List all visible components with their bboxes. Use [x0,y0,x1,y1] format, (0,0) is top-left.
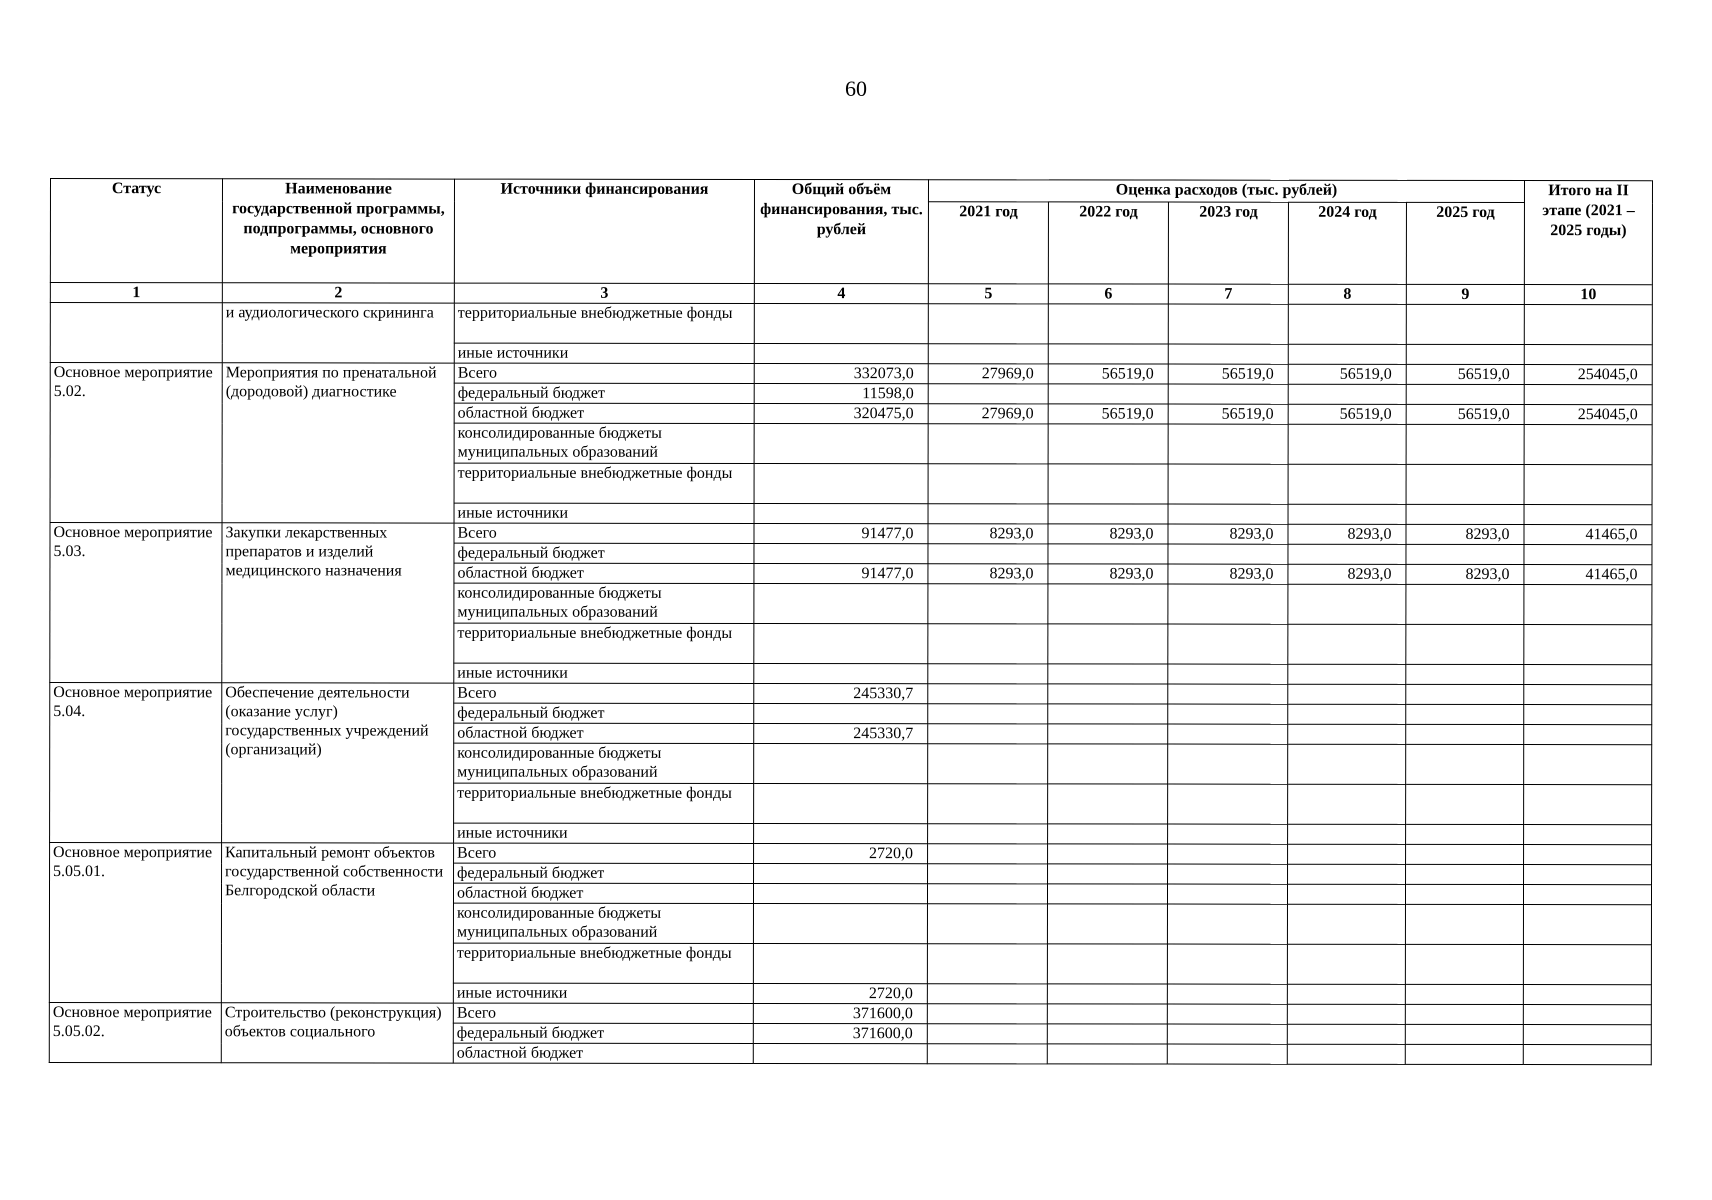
stage-total-cell [1523,1025,1651,1045]
year-amount-cell [1048,864,1168,884]
year-amount-cell [1405,944,1523,984]
year-amount-cell [1405,904,1523,944]
table-row [50,363,1652,385]
funding-source-cell: иные источники [454,663,754,683]
header-sources: Источники финансирования [454,179,754,283]
year-amount-cell: 27969,0 [928,404,1048,424]
funding-source-cell: областной бюджет [454,723,754,743]
table-row [50,683,1652,705]
year-amount-cell [1405,984,1523,1004]
total-amount-cell [754,863,928,883]
year-amount-cell [1168,464,1288,504]
year-amount-cell: 8293,0 [1288,524,1406,544]
stage-total-cell [1523,1005,1651,1025]
year-amount-cell [1406,684,1524,704]
year-amount-cell [927,1004,1047,1024]
funding-source-cell: иные источники [454,823,754,843]
stage-total-cell [1524,345,1652,365]
year-amount-cell [1048,344,1168,364]
total-amount-cell: 91477,0 [754,563,928,583]
funding-source-cell: консолидированные бюджеты муниципальных образований [453,903,753,943]
total-amount-cell: 245330,7 [754,723,928,743]
status-cell: Основное мероприятие 5.03. [50,523,222,683]
year-amount-cell [1288,544,1406,564]
funding-source-cell: территориальные внебюджетные фонды [454,463,754,503]
year-amount-cell [928,704,1048,724]
funding-source-cell: областной бюджет [453,883,753,903]
year-amount-cell [1288,664,1406,684]
funding-source-cell: консолидированные бюджеты муниципальных образований [454,743,754,783]
year-amount-cell [1288,424,1406,464]
year-amount-cell [1406,344,1524,364]
year-amount-cell [1048,684,1168,704]
year-amount-cell [1168,664,1288,684]
year-amount-cell [1047,1044,1167,1064]
total-amount-cell: 2720,0 [753,983,927,1003]
financing-table [49,178,1653,1065]
year-amount-cell [1048,304,1168,344]
header-name: Наименование государственной программы, подпрограммы, основного мероприятия [222,179,454,283]
year-amount-cell [1287,984,1405,1004]
header-total: Общий объём финансирования, тыс. рублей [754,179,928,283]
year-amount-cell [1287,1004,1405,1024]
year-amount-cell [1406,624,1524,664]
year-amount-cell [928,864,1048,884]
stage-total-cell [1524,685,1652,705]
year-amount-cell [928,844,1048,864]
year-amount-cell [1406,584,1524,624]
year-amount-cell [1288,744,1406,784]
year-amount-cell [928,504,1048,524]
total-amount-cell [754,423,928,463]
column-number: 5 [928,284,1048,304]
total-amount-cell [754,783,928,823]
total-amount-cell: 11598,0 [754,383,928,403]
year-amount-cell [1048,784,1168,824]
header-status: Статус [50,179,222,283]
stage-total-cell [1524,625,1652,665]
funding-source-cell: территориальные внебюджетные фонды [454,783,754,823]
year-amount-cell [1288,844,1406,864]
stage-total-cell [1524,865,1652,885]
year-amount-cell [1405,1004,1523,1024]
funding-source-cell: иные источники [454,503,754,523]
year-amount-cell [1406,544,1524,564]
total-amount-cell [753,883,927,903]
stage-total-cell [1524,505,1652,525]
year-amount-cell [1048,664,1168,684]
year-amount-cell [1287,1024,1405,1044]
year-amount-cell [1406,304,1524,344]
year-amount-cell [1167,1004,1287,1024]
year-amount-cell [1168,784,1288,824]
header-year-2021: 2021 год [928,202,1048,284]
total-amount-cell: 371600,0 [753,1003,927,1023]
year-amount-cell [1288,584,1406,624]
stage-total-cell [1524,885,1652,905]
column-number: 10 [1524,285,1652,305]
year-amount-cell: 56519,0 [1168,404,1288,424]
year-amount-cell [1047,944,1167,984]
stage-total-cell: 254045,0 [1524,365,1652,385]
total-amount-cell [754,543,928,563]
year-amount-cell [1288,784,1406,824]
stage-total-cell [1524,585,1652,625]
column-number: 9 [1406,284,1524,304]
funding-source-cell: территориальные внебюджетные фонды [454,623,754,663]
year-amount-cell [1406,424,1524,464]
total-amount-cell [754,823,928,843]
year-amount-cell: 56519,0 [1288,364,1406,384]
year-amount-cell [1406,824,1524,844]
column-number: 1 [50,283,222,303]
year-amount-cell [1168,824,1288,844]
stage-total-cell [1523,945,1651,985]
stage-total-cell [1524,725,1652,745]
total-amount-cell [754,663,928,683]
measure-name-cell: Строительство (реконструкция) объектов социального [221,1003,453,1063]
funding-source-cell: Всего [453,1003,753,1023]
funding-source-cell: федеральный бюджет [454,703,754,723]
year-amount-cell [1288,624,1406,664]
year-amount-cell [1406,504,1524,524]
year-amount-cell [1288,304,1406,344]
stage-total-cell [1524,665,1652,685]
year-amount-cell: 8293,0 [1168,564,1288,584]
year-amount-cell [1168,584,1288,624]
funding-source-cell: Всего [454,363,754,383]
total-amount-cell [754,503,928,523]
year-amount-cell [1406,844,1524,864]
year-amount-cell [1047,1004,1167,1024]
year-amount-cell [1406,864,1524,884]
stage-total-cell [1523,985,1651,1005]
year-amount-cell: 56519,0 [1406,404,1524,424]
year-amount-cell [928,464,1048,504]
year-amount-cell [1168,424,1288,464]
year-amount-cell [927,884,1047,904]
year-amount-cell [927,1024,1047,1044]
measure-name-cell: Обеспечение деятельности (оказание услуг) государственных учреждений (организаций) [222,683,454,843]
funding-source-cell: Всего [454,523,754,543]
funding-source-cell: территориальные внебюджетные фонды [453,943,753,983]
funding-source-cell: территориальные внебюджетные фонды [454,303,754,343]
funding-source-cell: консолидированные бюджеты муниципальных образований [454,423,754,463]
year-amount-cell [1168,864,1288,884]
year-amount-cell [928,304,1048,344]
year-amount-cell [927,984,1047,1004]
year-amount-cell [1406,464,1524,504]
total-amount-cell [754,583,928,623]
total-amount-cell [754,343,928,363]
year-amount-cell [1406,744,1524,784]
column-number-row [50,283,1652,305]
measure-name-cell: Закупки лекарственных препаратов и изделий медицинского назначения [222,523,454,683]
year-amount-cell [927,1044,1047,1064]
header-year-2023: 2023 год [1168,202,1288,284]
year-amount-cell [1047,1024,1167,1044]
year-amount-cell [1048,464,1168,504]
year-amount-cell [1288,824,1406,844]
stage-total-cell [1523,905,1651,945]
header-year-2024: 2024 год [1288,202,1406,284]
stage-total-cell [1524,845,1652,865]
year-amount-cell [928,384,1048,404]
year-amount-cell [1288,704,1406,724]
year-amount-cell [1167,984,1287,1004]
year-amount-cell [928,344,1048,364]
year-amount-cell [927,944,1047,984]
column-number: 6 [1048,284,1168,304]
year-amount-cell [1167,944,1287,984]
year-amount-cell [1405,1024,1523,1044]
year-amount-cell [1048,544,1168,564]
funding-source-cell: федеральный бюджет [454,543,754,563]
year-amount-cell [1047,904,1167,944]
year-amount-cell [1406,384,1524,404]
year-amount-cell [1405,884,1523,904]
funding-source-cell: иные источники [454,343,754,363]
total-amount-cell [753,943,927,983]
total-amount-cell [754,703,928,723]
table-row [50,523,1652,545]
year-amount-cell [1168,544,1288,564]
measure-name-cell: Мероприятия по пренатальной (дородовой) диагностике [222,363,454,523]
year-amount-cell [928,584,1048,624]
column-number: 7 [1168,284,1288,304]
year-amount-cell [1168,304,1288,344]
year-amount-cell [1168,624,1288,664]
year-amount-cell [1167,884,1287,904]
year-amount-cell [1047,884,1167,904]
status-cell: Основное мероприятие 5.04. [50,683,222,843]
measure-name-cell: и аудиологического скрининга [222,303,454,363]
column-number: 2 [222,283,454,303]
year-amount-cell [928,684,1048,704]
year-amount-cell [1047,984,1167,1004]
year-amount-cell [1287,1044,1405,1064]
total-amount-cell [754,303,928,343]
year-amount-cell [928,744,1048,784]
year-amount-cell [928,824,1048,844]
year-amount-cell [928,724,1048,744]
year-amount-cell [1288,724,1406,744]
total-amount-cell: 320475,0 [754,403,928,423]
year-amount-cell [1288,344,1406,364]
year-amount-cell [1167,1024,1287,1044]
column-number: 8 [1288,284,1406,304]
status-cell: Основное мероприятие 5.05.02. [49,1002,221,1062]
total-amount-cell [754,463,928,503]
total-amount-cell: 91477,0 [754,523,928,543]
table-row [49,1002,1651,1024]
year-amount-cell [1048,844,1168,864]
year-amount-cell [1168,724,1288,744]
year-amount-cell [928,544,1048,564]
total-amount-cell [754,743,928,783]
stage-total-cell [1524,425,1652,465]
year-amount-cell [1288,864,1406,884]
stage-total-cell [1524,545,1652,565]
year-amount-cell: 56519,0 [1048,404,1168,424]
year-amount-cell [1048,624,1168,664]
year-amount-cell: 8293,0 [1168,524,1288,544]
year-amount-cell [1288,504,1406,524]
funding-source-cell: иные источники [453,983,753,1003]
year-amount-cell [1048,584,1168,624]
stage-total-cell [1523,1045,1651,1065]
year-amount-cell [1048,724,1168,744]
funding-source-cell: областной бюджет [454,403,754,423]
year-amount-cell [1405,1044,1523,1064]
stage-total-cell [1524,385,1652,405]
year-amount-cell: 8293,0 [928,524,1048,544]
funding-source-cell: Всего [454,683,754,703]
year-amount-cell: 56519,0 [1048,364,1168,384]
year-amount-cell: 8293,0 [928,564,1048,584]
header-year-2022: 2022 год [1048,202,1168,284]
year-amount-cell [1048,704,1168,724]
year-amount-cell [1048,504,1168,524]
stage-total-cell [1524,745,1652,785]
year-amount-cell [927,904,1047,944]
header-estimate: Оценка расходов (тыс. рублей) [928,180,1524,203]
year-amount-cell: 8293,0 [1288,564,1406,584]
column-number: 4 [754,283,928,303]
year-amount-cell [1168,684,1288,704]
stage-total-cell [1524,465,1652,505]
status-cell: Основное мероприятие 5.05.01. [49,843,221,1003]
year-amount-cell [1406,724,1524,744]
stage-total-cell: 41465,0 [1524,565,1652,585]
year-amount-cell [1287,944,1405,984]
funding-source-cell: федеральный бюджет [454,863,754,883]
year-amount-cell [1287,904,1405,944]
year-amount-cell [1288,464,1406,504]
total-amount-cell [753,903,927,943]
total-amount-cell: 245330,7 [754,683,928,703]
total-amount-cell [754,623,928,663]
table-row [50,303,1652,345]
table-body [49,303,1652,1065]
year-amount-cell [1048,424,1168,464]
stage-total-cell [1524,705,1652,725]
year-amount-cell [928,624,1048,664]
stage-total-cell [1524,825,1652,845]
header-year-2025: 2025 год [1406,202,1524,284]
stage-total-cell: 41465,0 [1524,525,1652,545]
total-amount-cell: 371600,0 [753,1023,927,1043]
funding-source-cell: федеральный бюджет [453,1023,753,1043]
year-amount-cell [928,664,1048,684]
year-amount-cell [1406,664,1524,684]
year-amount-cell [928,424,1048,464]
year-amount-cell [1168,844,1288,864]
column-number: 3 [454,283,754,303]
year-amount-cell [1048,744,1168,784]
year-amount-cell: 8293,0 [1048,524,1168,544]
year-amount-cell [1168,344,1288,364]
year-amount-cell [1288,684,1406,704]
year-amount-cell [1406,784,1524,824]
stage-total-cell: 254045,0 [1524,405,1652,425]
status-cell [50,303,222,363]
year-amount-cell [1168,384,1288,404]
page-number: 60 [845,76,867,101]
year-amount-cell: 8293,0 [1048,564,1168,584]
table-row [50,843,1652,865]
stage-total-cell [1524,785,1652,825]
year-amount-cell [1168,704,1288,724]
year-amount-cell: 56519,0 [1168,364,1288,384]
year-amount-cell [1167,1044,1287,1064]
year-amount-cell [1048,384,1168,404]
funding-source-cell: консолидированные бюджеты муниципальных образований [454,583,754,623]
status-cell: Основное мероприятие 5.02. [50,363,222,523]
year-amount-cell: 8293,0 [1406,564,1524,584]
year-amount-cell: 56519,0 [1288,404,1406,424]
funding-source-cell: федеральный бюджет [454,383,754,403]
year-amount-cell [1168,504,1288,524]
year-amount-cell: 8293,0 [1406,524,1524,544]
total-amount-cell: 332073,0 [754,363,928,383]
year-amount-cell [928,784,1048,824]
year-amount-cell: 27969,0 [928,364,1048,384]
year-amount-cell [1406,704,1524,724]
funding-source-cell: областной бюджет [453,1043,753,1063]
total-amount-cell [753,1043,927,1063]
total-amount-cell: 2720,0 [754,843,928,863]
year-amount-cell [1287,884,1405,904]
year-amount-cell: 56519,0 [1406,364,1524,384]
funding-source-cell: областной бюджет [454,563,754,583]
year-amount-cell [1048,824,1168,844]
funding-source-cell: Всего [454,843,754,863]
header-stage-total: Итого на II этапе (2021 – 2025 годы) [1524,181,1652,285]
year-amount-cell [1167,904,1287,944]
stage-total-cell [1524,305,1652,345]
measure-name-cell: Капитальный ремонт объектов государственной собственности Белгородской области [221,843,453,1003]
year-amount-cell [1168,744,1288,784]
year-amount-cell [1288,384,1406,404]
